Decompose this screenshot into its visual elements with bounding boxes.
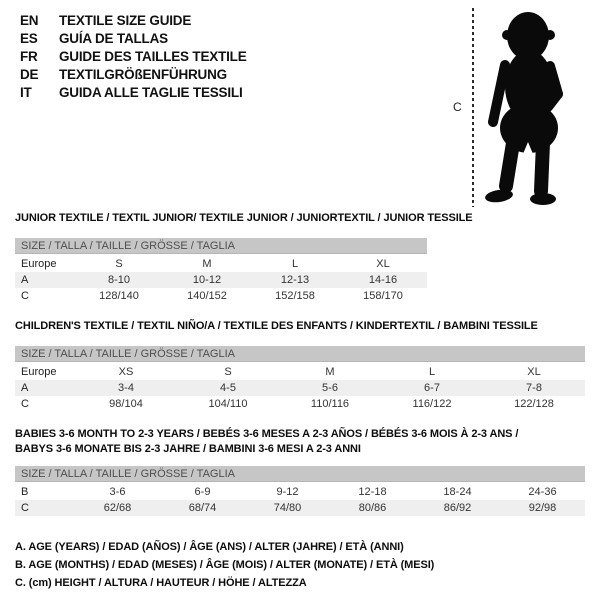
babies-section <box>15 466 585 516</box>
language-code: FR <box>20 49 38 64</box>
table-row <box>15 500 585 516</box>
junior-table <box>15 256 427 304</box>
table-cell: 92/98 <box>528 502 557 514</box>
baby-silhouette-icon <box>484 8 576 207</box>
table-cell: 3-4 <box>118 382 134 394</box>
table-cell: 62/68 <box>103 502 132 514</box>
table-row <box>15 396 585 412</box>
size-header-bar: SIZE / TALLA / TAILLE / GRÖSSE / TAGLIA <box>15 466 585 482</box>
children-table <box>15 364 585 412</box>
table-row <box>15 256 427 272</box>
children-section <box>15 346 585 412</box>
table-cell: XL <box>376 258 390 270</box>
table-cell: 128/140 <box>99 290 139 302</box>
table-cell: S <box>224 366 232 378</box>
table-cell: 158/170 <box>363 290 403 302</box>
babies-title-line2: BABYS 3-6 MONATE BIS 2-3 JAHRE / BAMBINI 3-6 MESI A 2-3 ANNI <box>15 443 361 455</box>
footnote-a: A. AGE (YEARS) / EDAD (AÑOS) / ÂGE (ANS) / ALTER (JAHRE) / ETÀ (ANNI) <box>15 541 404 553</box>
table-cell: 74/80 <box>273 502 302 514</box>
row-label: C <box>21 290 29 302</box>
language-title: TEXTILGRÖßENFÜHRUNG <box>59 67 227 82</box>
language-code: ES <box>20 31 38 46</box>
table-cell: 4-5 <box>220 382 236 394</box>
table-cell: 10-12 <box>192 274 222 286</box>
language-code: EN <box>20 13 39 28</box>
babies-section-title <box>15 427 518 457</box>
table-row <box>15 380 585 396</box>
language-title: TEXTILE SIZE GUIDE <box>59 13 192 28</box>
row-label: A <box>21 274 29 286</box>
junior-section <box>15 238 427 304</box>
size-header-bar: SIZE / TALLA / TAILLE / GRÖSSE / TAGLIA <box>15 238 427 254</box>
table-cell: 104/110 <box>208 398 248 410</box>
table-cell: 152/158 <box>275 290 315 302</box>
table-cell: 7-8 <box>526 382 542 394</box>
row-label: A <box>21 382 29 394</box>
row-label: C <box>21 398 29 410</box>
list-item <box>20 12 247 30</box>
list-item <box>20 84 247 102</box>
table-cell: 8-10 <box>107 274 131 286</box>
table-cell: 12-13 <box>280 274 310 286</box>
junior-section-title: JUNIOR TEXTILE / TEXTIL JUNIOR/ TEXTILE JUNIOR / JUNIORTEXTIL / JUNIOR TESSILE <box>15 212 473 224</box>
row-label: B <box>21 486 29 498</box>
footnotes <box>15 538 434 592</box>
table-cell: S <box>115 258 123 270</box>
table-cell: 14-16 <box>368 274 398 286</box>
table-cell: 116/122 <box>412 398 452 410</box>
table-row <box>15 272 427 288</box>
language-title: GUIDE DES TAILLES TEXTILE <box>59 49 247 64</box>
footnote-b: B. AGE (MONTHS) / EDAD (MESES) / ÂGE (MOIS) / ALTER (MONATE) / ETÀ (MESI) <box>15 559 435 571</box>
table-cell: 5-6 <box>322 382 338 394</box>
table-cell: M <box>325 366 335 378</box>
height-measure-label: C <box>453 100 462 114</box>
table-cell: 140/152 <box>187 290 227 302</box>
list-item <box>20 66 247 84</box>
table-cell: L <box>428 366 436 378</box>
table-cell: 3-6 <box>109 486 126 498</box>
table-cell: 18-24 <box>443 486 472 498</box>
table-cell: XL <box>527 366 541 378</box>
language-list <box>20 12 247 102</box>
table-row <box>15 288 427 304</box>
babies-table <box>15 484 585 516</box>
height-dashed-line <box>472 8 474 207</box>
table-cell: 110/116 <box>310 398 350 410</box>
table-row <box>15 484 585 500</box>
table-cell: 80/86 <box>358 502 387 514</box>
row-label: Europe <box>21 258 57 270</box>
row-label: Europe <box>21 366 57 378</box>
language-code: IT <box>20 85 32 100</box>
table-cell: XS <box>118 366 134 378</box>
footnote-c: C. (cm) HEIGHT / ALTURA / HAUTEUR / HÖHE / ALTEZZA <box>15 577 307 589</box>
table-row <box>15 364 585 380</box>
table-cell: 12-18 <box>358 486 387 498</box>
table-cell: 24-36 <box>528 486 557 498</box>
table-cell: 9-12 <box>276 486 299 498</box>
table-cell: 98/104 <box>109 398 143 410</box>
table-cell: 6-9 <box>194 486 211 498</box>
table-cell: 68/74 <box>188 502 217 514</box>
table-cell: 122/128 <box>514 398 554 410</box>
table-cell: 6-7 <box>424 382 440 394</box>
language-code: DE <box>20 67 39 82</box>
children-section-title: CHILDREN'S TEXTILE / TEXTIL NIÑO/A / TEXTILE DES ENFANTS / KINDERTEXTIL / BAMBINI TESSILE <box>15 320 538 332</box>
babies-title-line1: BABIES 3-6 MONTH TO 2-3 YEARS / BEBÉS 3-6 MESES A 2-3 AÑOS / BÉBÉS 3-6 MOIS À 2-3 ANS / <box>15 428 519 440</box>
list-item <box>20 48 247 66</box>
list-item <box>20 30 247 48</box>
size-header-bar: SIZE / TALLA / TAILLE / GRÖSSE / TAGLIA <box>15 346 585 362</box>
language-title: GUIDA ALLE TAGLIE TESSILI <box>59 85 243 100</box>
row-label: C <box>21 502 29 514</box>
table-cell: 86/92 <box>443 502 472 514</box>
table-cell: M <box>202 258 212 270</box>
table-cell: L <box>291 258 299 270</box>
language-title: GUÍA DE TALLAS <box>59 31 168 46</box>
